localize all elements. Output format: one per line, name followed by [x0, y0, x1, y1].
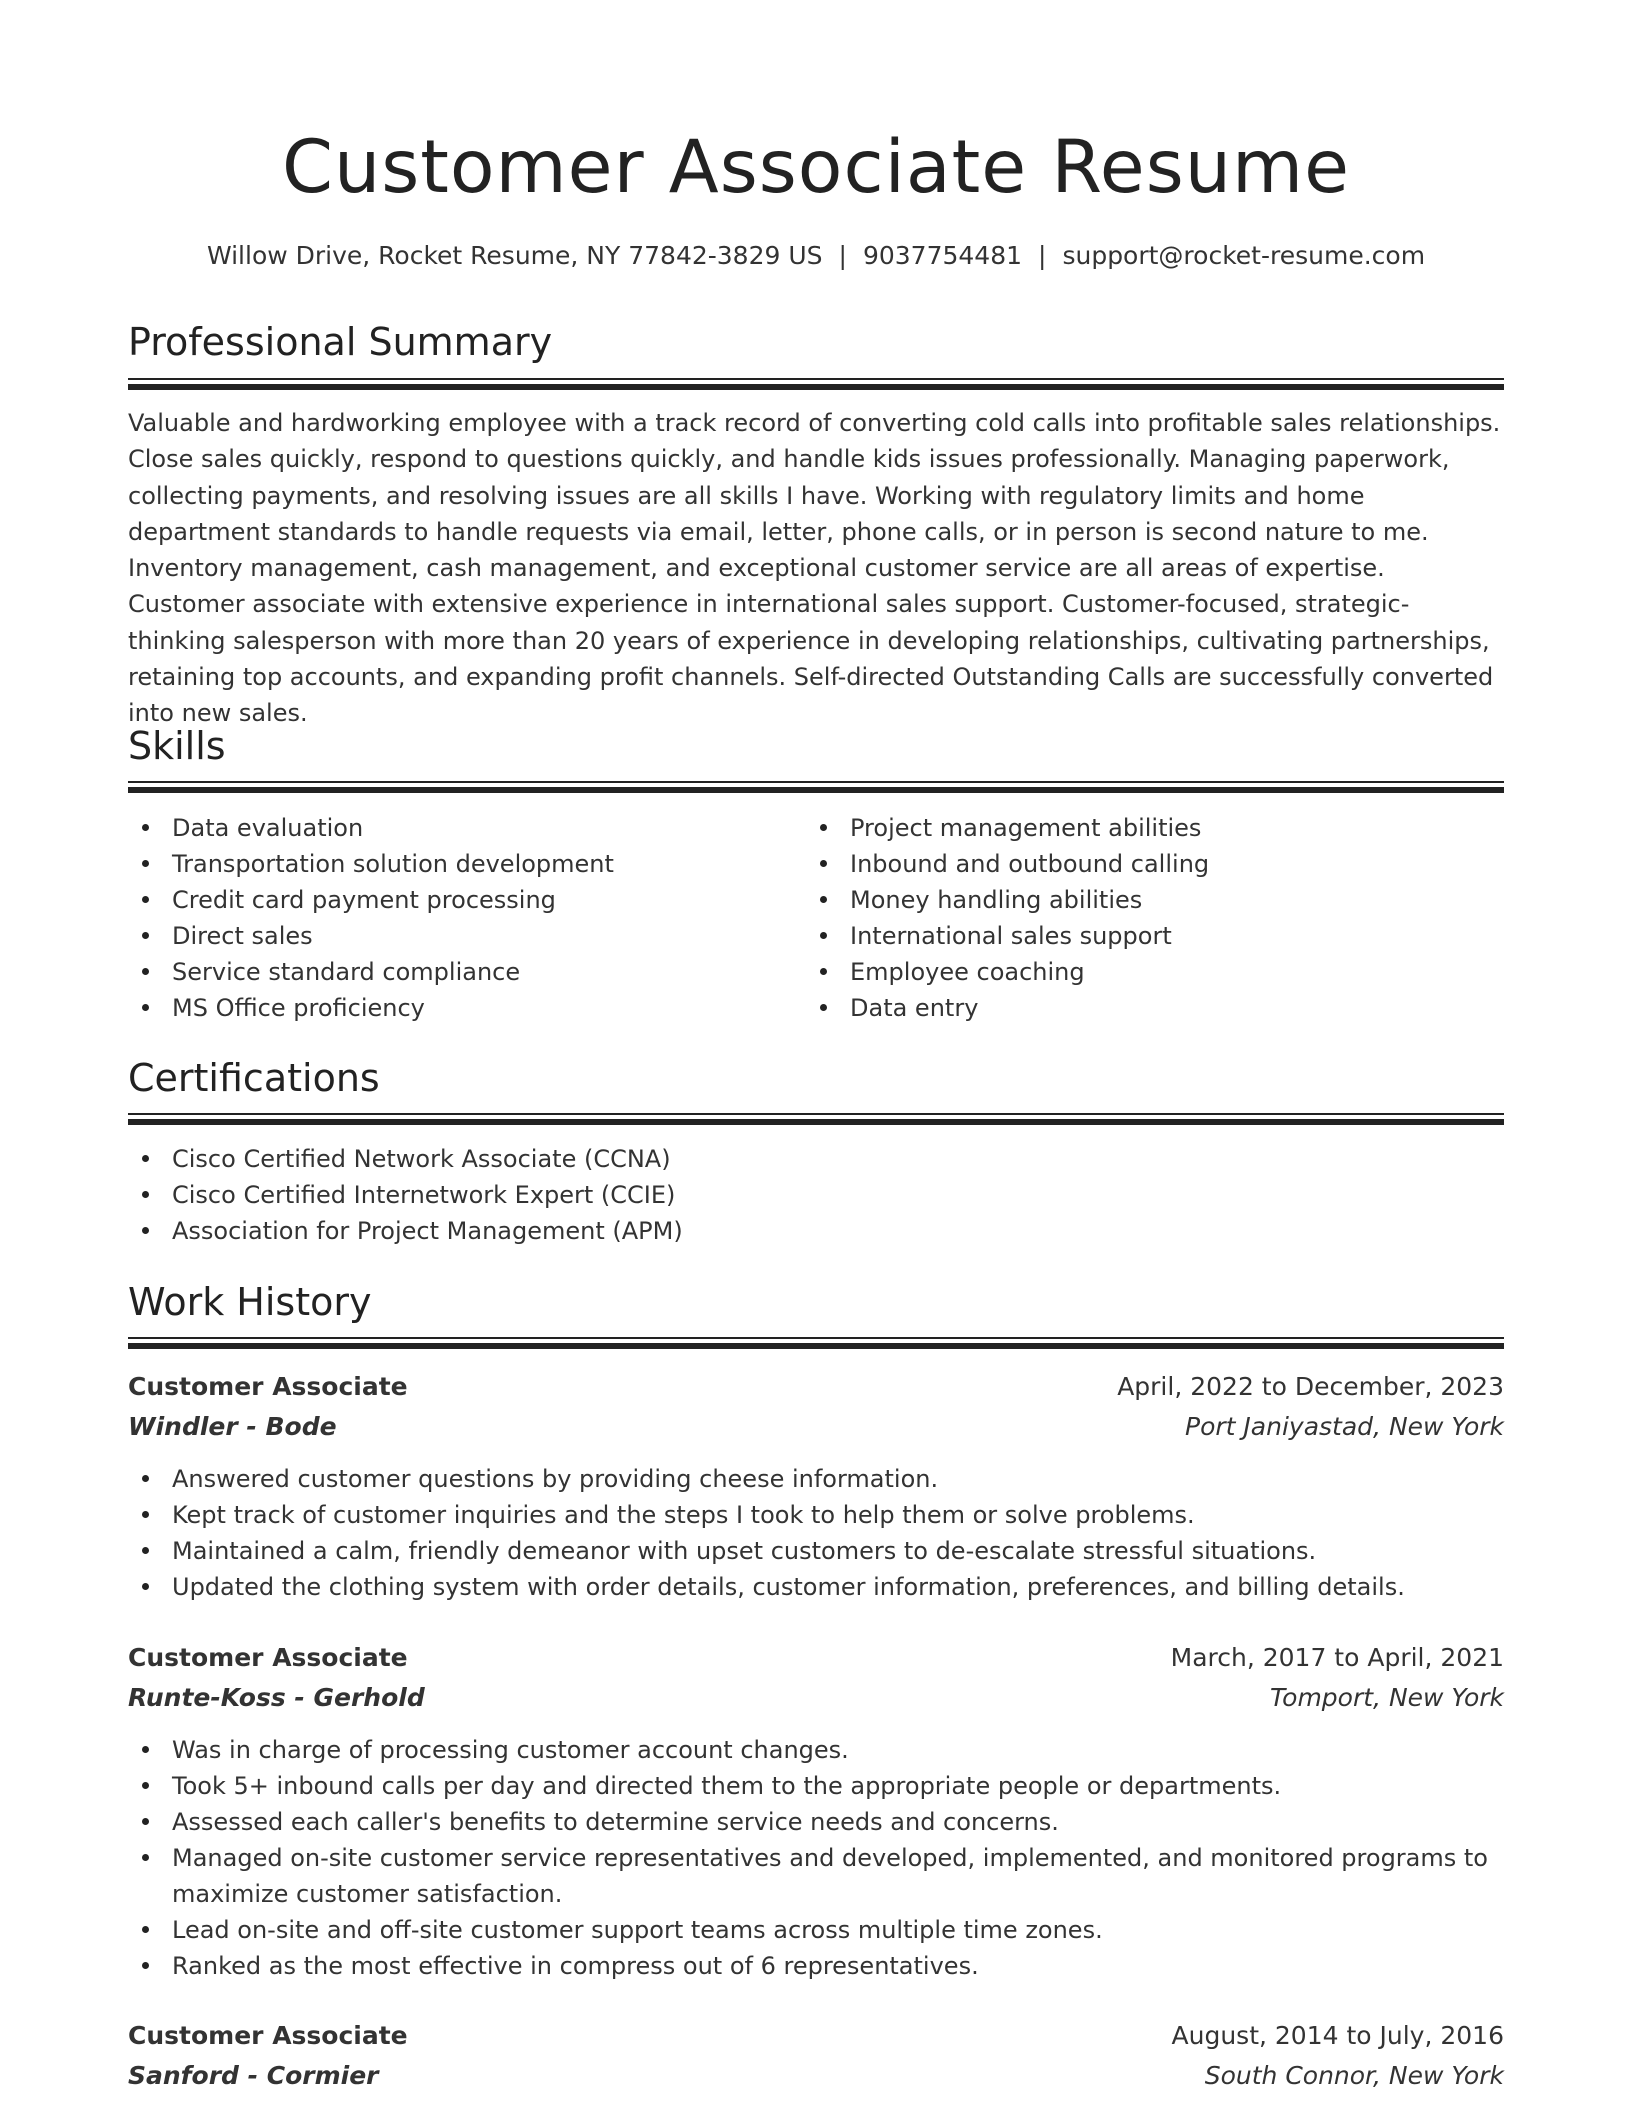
job-bullets [128, 1732, 1504, 1984]
section-title-certifications: Certifications [128, 1056, 380, 1100]
job-company: Runte-Koss - Gerhold [128, 1683, 425, 1712]
certifications-list [128, 1141, 1504, 1249]
section-header-skills [128, 722, 1504, 770]
skill-item: Employee coaching [806, 954, 1466, 990]
job-bullet: Updated the clothing system with order details, customer information, preferences, and billing details. [128, 1569, 1504, 1605]
skill-item: Direct sales [128, 918, 788, 954]
job-bullets [128, 1461, 1504, 1605]
section-divider [128, 378, 1504, 380]
job-dates: April, 2022 to December, 2023 [1117, 1372, 1504, 1401]
section-divider [128, 1119, 1504, 1125]
job-bullet: Ranked as the most effective in compress out of 6 representatives. [128, 1948, 1504, 1984]
job-company: Windler - Bode [128, 1412, 337, 1441]
job-bullet: Assessed each caller's benefits to determine service needs and concerns. [128, 1804, 1504, 1840]
section-header-certifications [128, 1054, 1504, 1102]
job-dates: March, 2017 to April, 2021 [1170, 1643, 1504, 1672]
skill-item: International sales support [806, 918, 1466, 954]
section-header-summary [128, 318, 1504, 366]
section-divider [128, 1113, 1504, 1115]
job-title: Customer Associate [128, 1643, 408, 1672]
section-divider [128, 781, 1504, 783]
skill-item: Data entry [806, 990, 1466, 1026]
contact-separator: | [1038, 241, 1047, 270]
skill-item: Credit card payment processing [128, 882, 788, 918]
job-header [128, 1369, 1504, 1449]
section-divider [128, 1337, 1504, 1339]
job-bullet: Lead on-site and off-site customer support teams across multiple time zones. [128, 1912, 1504, 1948]
contact-separator: | [838, 241, 847, 270]
section-title-skills: Skills [128, 724, 226, 768]
skills-list-right [806, 810, 1466, 1026]
contact-address: Willow Drive, Rocket Resume, NY 77842-3829 US [206, 241, 823, 270]
section-title-work-history: Work History [128, 1280, 372, 1324]
contact-line [128, 238, 1504, 274]
job-bullet: Kept track of customer inquiries and the steps I took to help them or solve problems. [128, 1497, 1504, 1533]
skill-item: Service standard compliance [128, 954, 788, 990]
job-location: Port Janiyastad, New York [1185, 1412, 1504, 1441]
job-title: Customer Associate [128, 2021, 408, 2050]
resume-title: Customer Associate Resume [281, 125, 1351, 210]
section-title-summary: Professional Summary [128, 320, 553, 364]
certification-item: Association for Project Management (APM) [128, 1213, 1504, 1249]
job-bullet: Was in charge of processing customer account changes. [128, 1732, 1504, 1768]
job-title: Customer Associate [128, 1372, 408, 1401]
job-bullet: Answered customer questions by providing cheese information. [128, 1461, 1504, 1497]
certification-item: Cisco Certified Network Associate (CCNA) [128, 1141, 1504, 1177]
job-location: South Connor, New York [1204, 2061, 1504, 2090]
skill-item: Project management abilities [806, 810, 1466, 846]
skill-item: Inbound and outbound calling [806, 846, 1466, 882]
job-header [128, 2018, 1504, 2098]
job-bullet: Managed on-site customer service representatives and developed, implemented, and monitored programs to maximize customer satisfaction. [128, 1840, 1504, 1912]
section-divider [128, 1343, 1504, 1349]
summary-text: Valuable and hardworking employee with a track record of converting cold calls into profitable sales relationships. Close sales quickly, respond to questions quickly, and handle kids issues professionally. Managing paperwork, collecting payments, and resolving issues are all skills I have. Working with regulatory limits and home department standards to handle requests via email, letter, phone calls, or in person is second nature to me. Inventory management, cash management, and exceptional customer service are all areas of expertise. Customer associate with extensive experience in international sales support. Customer-focused, strategic-thinking salesperson with more than 20 years of experience in developing relationships, cultivating partnerships, retaining top accounts, and expanding profit channels. Self-directed Outstanding Calls are successfully converted into new sales. [128, 409, 1501, 728]
job-bullet: Took 5+ inbound calls per day and directed them to the appropriate people or departments. [128, 1768, 1504, 1804]
section-divider [128, 787, 1504, 793]
job-company: Sanford - Cormier [128, 2061, 379, 2090]
contact-email[interactable]: support@rocket-resume.com [1062, 241, 1426, 270]
skill-item: Transportation solution development [128, 846, 788, 882]
job-bullet: Maintained a calm, friendly demeanor with upset customers to de-escalate stressful situations. [128, 1533, 1504, 1569]
job-header [128, 1640, 1504, 1720]
job-dates: August, 2014 to July, 2016 [1171, 2021, 1504, 2050]
section-header-work-history [128, 1278, 1504, 1326]
skill-item: Data evaluation [128, 810, 788, 846]
job-location: Tomport, New York [1269, 1683, 1504, 1712]
skill-item: MS Office proficiency [128, 990, 788, 1026]
skill-item: Money handling abilities [806, 882, 1466, 918]
skills-list-left [128, 810, 788, 1026]
certification-item: Cisco Certified Internetwork Expert (CCIE) [128, 1177, 1504, 1213]
contact-phone: 9037754481 [862, 241, 1023, 270]
section-divider [128, 384, 1504, 390]
